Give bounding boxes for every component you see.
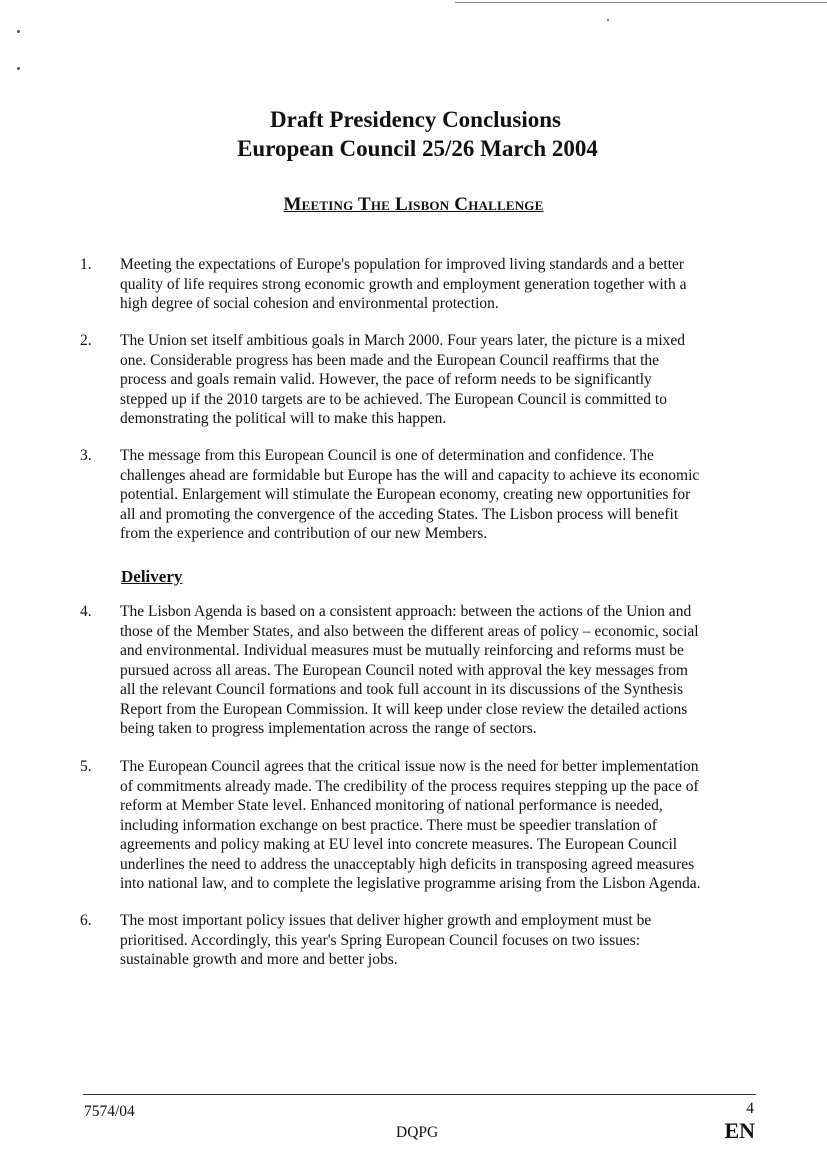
paragraph-line: underlines the need to address the unacceptably high deficits in transposing agreed measures — [120, 855, 695, 873]
paragraph-line: quality of life requires strong economic growth and employment generation together with a — [120, 275, 687, 293]
paragraph-line: including information exchange on best practice. There must be speedier translation of — [120, 816, 657, 834]
footer-divider — [83, 1094, 756, 1095]
document-subtitle: Meeting The Lisbon Challenge — [283, 194, 544, 215]
document-title-line-2: European Council 25/26 March 2004 — [237, 136, 598, 161]
paragraph-line: and environmental. Individual measures must be mutually reinforcing and reforms must be — [120, 642, 684, 659]
footer-document-reference: 7574/04 — [84, 1103, 135, 1120]
paragraph-line: The Union set itself ambitious goals in March 2000. Four years later, the picture is a mixed — [120, 332, 686, 349]
paragraph-line: The Lisbon Agenda is based on a consistent approach: between the actions of the Union and — [120, 603, 692, 620]
paragraph-number: 6. — [80, 912, 92, 929]
paragraph-line: being taken to progress implementation across the range of sectors. — [120, 720, 537, 737]
paragraph-line: process and goals remain valid. However, the pace of reform needs to be significantly — [120, 371, 652, 388]
paragraph-line: of commitments already made. The credibility of the process requires stepping up the pace of — [120, 777, 699, 795]
paragraph-number: 1. — [80, 256, 92, 273]
paragraph-number: 5. — [80, 758, 92, 775]
paragraph-line: pursued across all areas. The European Council noted with approval the key messages from — [120, 661, 688, 679]
paragraph-line: into national law, and to complete the legislative programme arising from the Lisbon Agenda. — [120, 875, 701, 892]
paragraph-line: The message from this European Council is one of determination and confidence. The — [120, 447, 654, 464]
paragraph-body — [120, 255, 760, 314]
paragraph-line: The most important policy issues that deliver higher growth and employment must be — [120, 912, 652, 929]
paragraph-line: challenges ahead are formidable but Europe has the will and capacity to achieve its economic — [120, 466, 700, 484]
paragraph-line: prioritised. Accordingly, this year's Spring European Council focuses on two issues: — [120, 931, 641, 949]
paragraph-line: high degree of social cohesion and environmental protection. — [120, 295, 499, 312]
footer-department-code: DQPG — [396, 1124, 439, 1141]
paragraph-body — [120, 446, 760, 544]
scan-top-rule — [455, 2, 827, 3]
paragraph-number: 4. — [80, 603, 92, 620]
paragraph-number: 3. — [80, 447, 92, 464]
paragraph-line: one. Considerable progress has been made and the European Council reaffirms that the — [120, 351, 660, 369]
section-heading-delivery: Delivery — [121, 567, 183, 586]
paragraph-line: sustainable growth and more and better jobs. — [120, 951, 398, 968]
paragraph-body — [120, 757, 760, 894]
paragraph-body — [120, 602, 760, 739]
paragraph-line: those of the Member States, and also between the different areas of policy – economic, social — [120, 622, 699, 640]
paragraph-line: from the experience and contribution of our new Members. — [120, 525, 488, 542]
footer-page-number: 4 — [746, 1100, 754, 1117]
paragraph-line: agreements and policy making at EU level into concrete measures. The European Council — [120, 836, 678, 853]
paragraph-line: stepped up if the 2010 targets are to be achieved. The European Council is committed to — [120, 390, 667, 408]
paragraph-line: Report from the European Commission. It will keep under close review the detailed actions — [120, 700, 688, 718]
paragraph-line: all the relevant Council formations and took full account in its discussions of the Synthesis — [120, 681, 684, 698]
document-title-line-1: Draft Presidency Conclusions — [270, 107, 561, 132]
paragraph-line: potential. Enlargement will stimulate the European economy, creating new opportunities for — [120, 486, 691, 503]
paragraph-body — [120, 331, 760, 429]
paragraph-line: demonstrating the political will to make this happen. — [120, 410, 447, 427]
paragraph-line: all and promoting the convergence of the acceding States. The Lisbon process will benefit — [120, 505, 679, 523]
scan-speck — [17, 30, 20, 33]
footer-language-code: EN — [724, 1118, 755, 1143]
scan-speck — [17, 67, 20, 70]
paragraph-line: The European Council agrees that the critical issue now is the need for better implementation — [120, 758, 699, 775]
paragraph-line: Meeting the expectations of Europe's population for improved living standards and a better — [120, 256, 685, 273]
paragraph-number: 2. — [80, 332, 92, 349]
scan-speck — [607, 19, 609, 21]
paragraph-body — [120, 911, 760, 970]
paragraph-line: reform at Member State level. Enhanced monitoring of national performance is needed, — [120, 797, 663, 814]
